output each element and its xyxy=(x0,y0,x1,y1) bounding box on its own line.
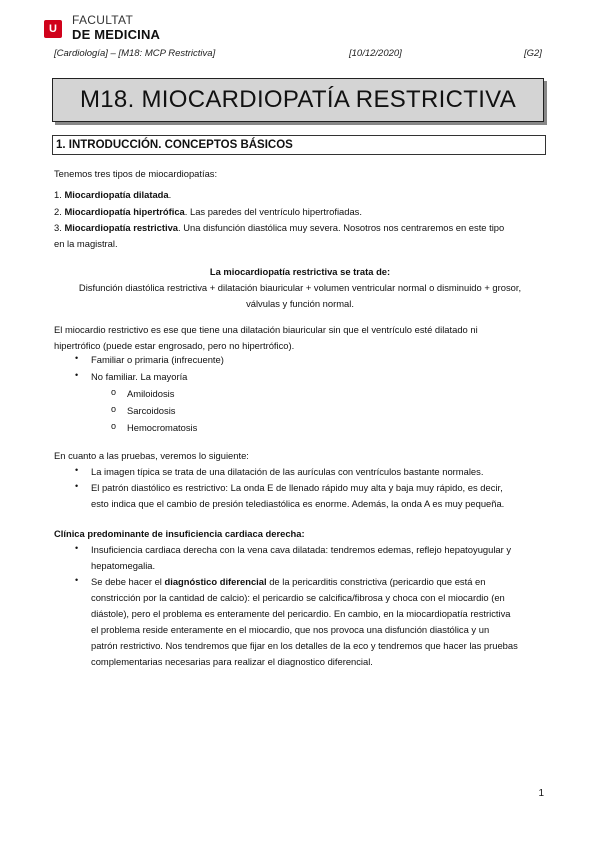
clinic-item-2-bold: diagnóstico diferencial xyxy=(164,576,267,587)
paragraph-line-1: El miocardio restrictivo es ese que tiene una dilatación biauricular sin que el ventrículo esté dilatado ni xyxy=(54,324,478,335)
tests-intro: En cuanto a las pruebas, veremos lo siguiente: xyxy=(54,450,249,461)
type-desc: . Las paredes del ventrículo hipertrofiadas. xyxy=(184,206,362,217)
type-number: 3. xyxy=(54,222,62,233)
subcause-item-2: Sarcoidosis xyxy=(127,405,176,416)
sub-bullet-icon: o xyxy=(111,421,117,431)
type-desc: . Una disfunción diastólica muy severa. Nosotros nos centraremos en este tipo xyxy=(178,222,505,233)
type-number: 2. xyxy=(54,206,62,217)
type-desc: . xyxy=(168,189,172,200)
page-number: 1 xyxy=(538,788,544,799)
type-item-1 xyxy=(54,187,171,203)
clinic-heading: Clínica predominante de insuficiencia cardiaca derecha: xyxy=(54,528,305,539)
definition-heading: La miocardiopatía restrictiva se trata de: xyxy=(209,266,391,277)
clinic-item-2-line-4: el problema reside enteramente en el miocardio, que nos provoca una disfunción diastólica y un xyxy=(91,624,490,635)
clinic-item-2-line-3: diástole), pero el problema es enteramente del pericardio. En cambio, en la miocardiopatía restrictiva xyxy=(91,608,511,619)
clinic-item-2-line-5: patrón restrictivo. Nos tendremos que fijar en los detalles de la eco y tendremos que hacer las pruebas xyxy=(91,640,518,651)
type-item-2 xyxy=(54,204,362,220)
cause-item-2: No familiar. La mayoría xyxy=(91,371,188,382)
type-name: Miocardiopatía dilatada xyxy=(64,189,169,200)
clinic-item-1-line-2: hepatomegalia. xyxy=(91,560,156,571)
bullet-icon: • xyxy=(75,353,79,363)
test-item-2-line-2: esto indica que el cambio de presión telediastólica es enorme. Además, la onda A es muy pequeña. xyxy=(91,498,505,509)
cause-item-1: Familiar o primaria (infrecuente) xyxy=(91,354,224,365)
bullet-icon: • xyxy=(75,370,79,380)
faculty-name-line2: DE MEDICINA xyxy=(72,27,161,42)
clinic-item-1-line-1: Insuficiencia cardiaca derecha con la vena cava dilatada: tendremos edemas, reflejo hepatoyugular y xyxy=(91,544,512,555)
subcause-item-1: Amiloidosis xyxy=(127,388,175,399)
definition-line-2: válvulas y función normal. xyxy=(246,298,354,309)
type-item-3-continued: en la magistral. xyxy=(54,238,118,249)
clinic-item-2-line-6: complementarias necesarias para realizar el diagnostico diferencial. xyxy=(91,656,373,667)
sub-bullet-icon: o xyxy=(111,404,117,414)
type-name: Miocardiopatía restrictiva xyxy=(64,222,179,233)
header-subject: [Cardiología] – [M18: MCP Restrictiva] xyxy=(54,48,216,59)
test-item-2-line-1: El patrón diastólico es restrictivo: La onda E de llenado rápido muy alta y baja muy rápido, es decir, xyxy=(91,482,503,493)
clinic-item-2-pre: Se debe hacer el xyxy=(91,576,165,587)
header-group: [G2] xyxy=(524,48,542,59)
university-logo-icon: U xyxy=(44,20,62,38)
type-number: 1. xyxy=(54,189,62,200)
intro-text: Tenemos tres tipos de miocardiopatías: xyxy=(54,168,218,179)
bullet-icon: • xyxy=(75,575,79,585)
page-title: M18. MIOCARDIOPATÍA RESTRICTIVA xyxy=(52,78,544,122)
test-item-1: La imagen típica se trata de una dilatación de las aurículas con ventrículos bastante normales. xyxy=(91,466,484,477)
type-item-3 xyxy=(54,220,504,236)
faculty-name-line1: FACULTAT xyxy=(72,13,134,27)
header-date: [10/12/2020] xyxy=(349,48,402,59)
bullet-icon: • xyxy=(75,465,79,475)
type-name: Miocardiopatía hipertrófica xyxy=(64,206,185,217)
clinic-item-2-post: de la pericarditis constrictiva (pericardio que está en xyxy=(266,576,486,587)
sub-bullet-icon: o xyxy=(111,387,117,397)
bullet-icon: • xyxy=(75,543,79,553)
definition-line-1: Disfunción diastólica restrictiva + dilatación biauricular + volumen ventricular normal o disminuido + grosor, xyxy=(78,282,522,293)
bullet-icon: • xyxy=(75,481,79,491)
subcause-item-3: Hemocromatosis xyxy=(127,422,198,433)
paragraph-line-2: hipertrófico (puede estar engrosado, pero no hipertrófico). xyxy=(54,340,295,351)
clinic-item-2-line-2: constricción por la cantidad de calcio): el pericardio se calcifica/fibrosa y choca con el miocardio (en xyxy=(91,592,505,603)
clinic-item-2-line-1 xyxy=(91,574,485,590)
section-heading: 1. INTRODUCCIÓN. CONCEPTOS BÁSICOS xyxy=(52,135,546,155)
